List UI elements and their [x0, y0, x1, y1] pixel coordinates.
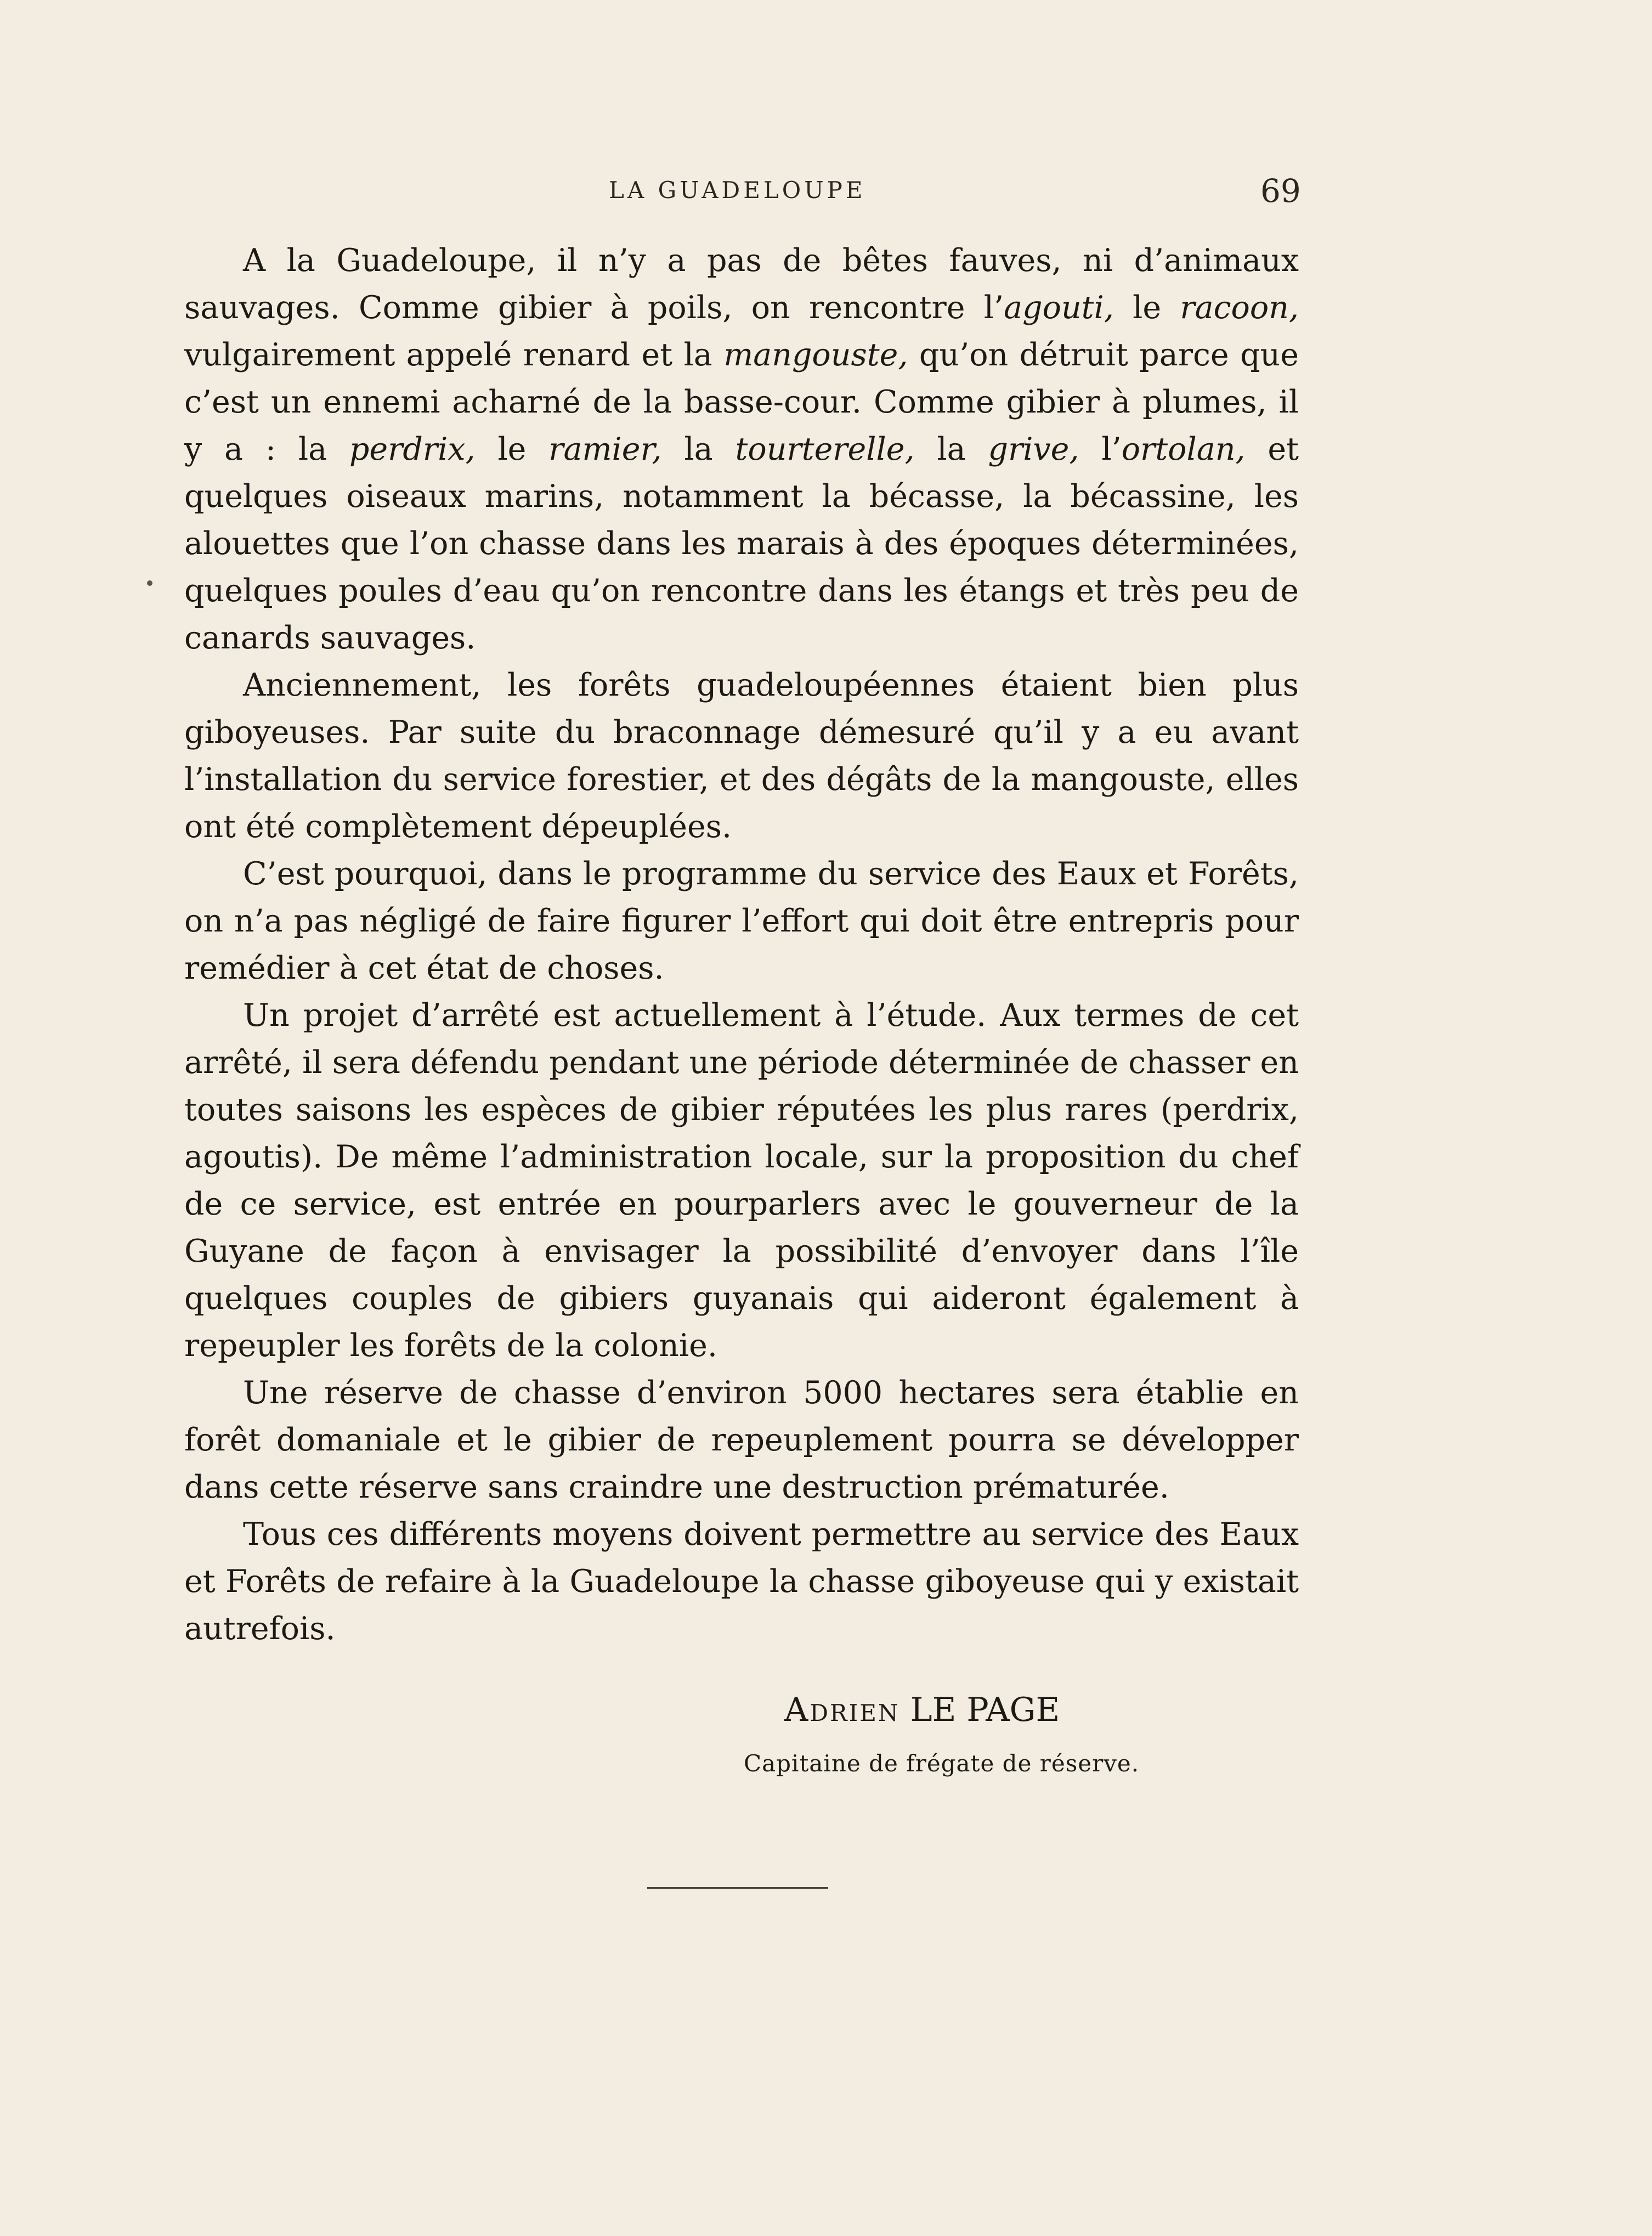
p1-text	[1079, 431, 1102, 467]
term-tourterelle: tourterelle,	[735, 431, 915, 467]
p1-text: vulgairement appelé renard et la	[184, 337, 724, 373]
closing-rule	[647, 1887, 828, 1889]
author-given-name: Adrien	[784, 1691, 900, 1729]
term-racoon: racoon,	[1180, 290, 1299, 326]
p1-text: le	[1113, 290, 1180, 326]
author-surname: LE PAGE	[910, 1691, 1060, 1729]
p1-text: le	[475, 431, 549, 467]
body-text	[184, 237, 1299, 1652]
paragraph-1	[184, 237, 1299, 662]
term-agouti: agouti,	[1004, 290, 1114, 326]
author-role: Capitaine de frégate de réserve.	[744, 1750, 1140, 1777]
p1-text: A la Guadeloupe, il n’y a pas de bêtes fauves, ni d’animaux sauvages. Comme gibier à poils, on rencontre	[184, 242, 1299, 326]
paragraph-5: Une réserve de chasse d’environ 5000 hectares sera établie en forêt domaniale et le gibier de repeuplement pourra se développer dans cette réserve sans craindre une destruction prématurée.	[184, 1375, 1299, 1505]
paragraph-3: C’est pourquoi, dans le programme du service des Eaux et Forêts, on n’a pas négligé de faire figurer l’effort qui doit être entrepris pour remédier à cet état de choses.	[184, 856, 1299, 986]
term-perdrix: perdrix,	[349, 431, 476, 467]
term-ramier: ramier,	[548, 431, 662, 467]
author-signature	[784, 1691, 1060, 1729]
paragraph-4: Un projet d’arrêté est actuellement à l’étude. Aux termes de cet arrêté, il sera défendu pendant une période déterminée de chasser en toutes saisons les espèces de gibier réputées les plus rares (perdrix, agoutis). De même l’administration locale, sur la proposition du chef de ce service, est entrée en pourparlers avec le gouverneur de la Guyane de façon à envisager la possibilité d’envoyer dans l’île quelques couples de gibiers guyanais qui aideront également à repeupler les forêts de la colonie.	[184, 997, 1299, 1364]
p1-article: l’	[983, 290, 1004, 326]
margin-mark	[147, 580, 152, 586]
term-mangouste: mangouste,	[723, 337, 908, 373]
term-ortolan: ortolan,	[1121, 431, 1246, 467]
paragraph-6: Tous ces différents moyens doivent permettre au service des Eaux et Forêts de refaire à la Guadeloupe la chasse giboyeuse qui y existait autrefois.	[184, 1516, 1299, 1647]
p1-article: l’	[1101, 431, 1122, 467]
paragraph-2: Anciennement, les forêts guadeloupéennes étaient bien plus giboyeuses. Par suite du braconnage démesuré qu’il y a eu avant l’installation du service forestier, et des dégâts de la mangouste, elles ont été complètement dépeuplées.	[184, 667, 1299, 845]
term-grive: grive,	[988, 431, 1079, 467]
p1-text: qu’on détruit parce que c’est un ennemi acharné de la basse-cour. Comme gibier à plumes, il y a : la	[184, 337, 1299, 467]
p1-text: et quelques oiseaux marins, notamment la bécasse, la bécassine, les alouettes que l’on chasse dans les marais à des époques déterminées, quelques poules d’eau qu’on rencontre dans les étangs et très peu de canards sauvages.	[184, 431, 1299, 656]
running-title: LA GUADELOUPE	[609, 177, 866, 204]
p1-text: la	[914, 431, 988, 467]
page-number: 69	[1260, 172, 1301, 210]
p1-text: la	[661, 431, 736, 467]
